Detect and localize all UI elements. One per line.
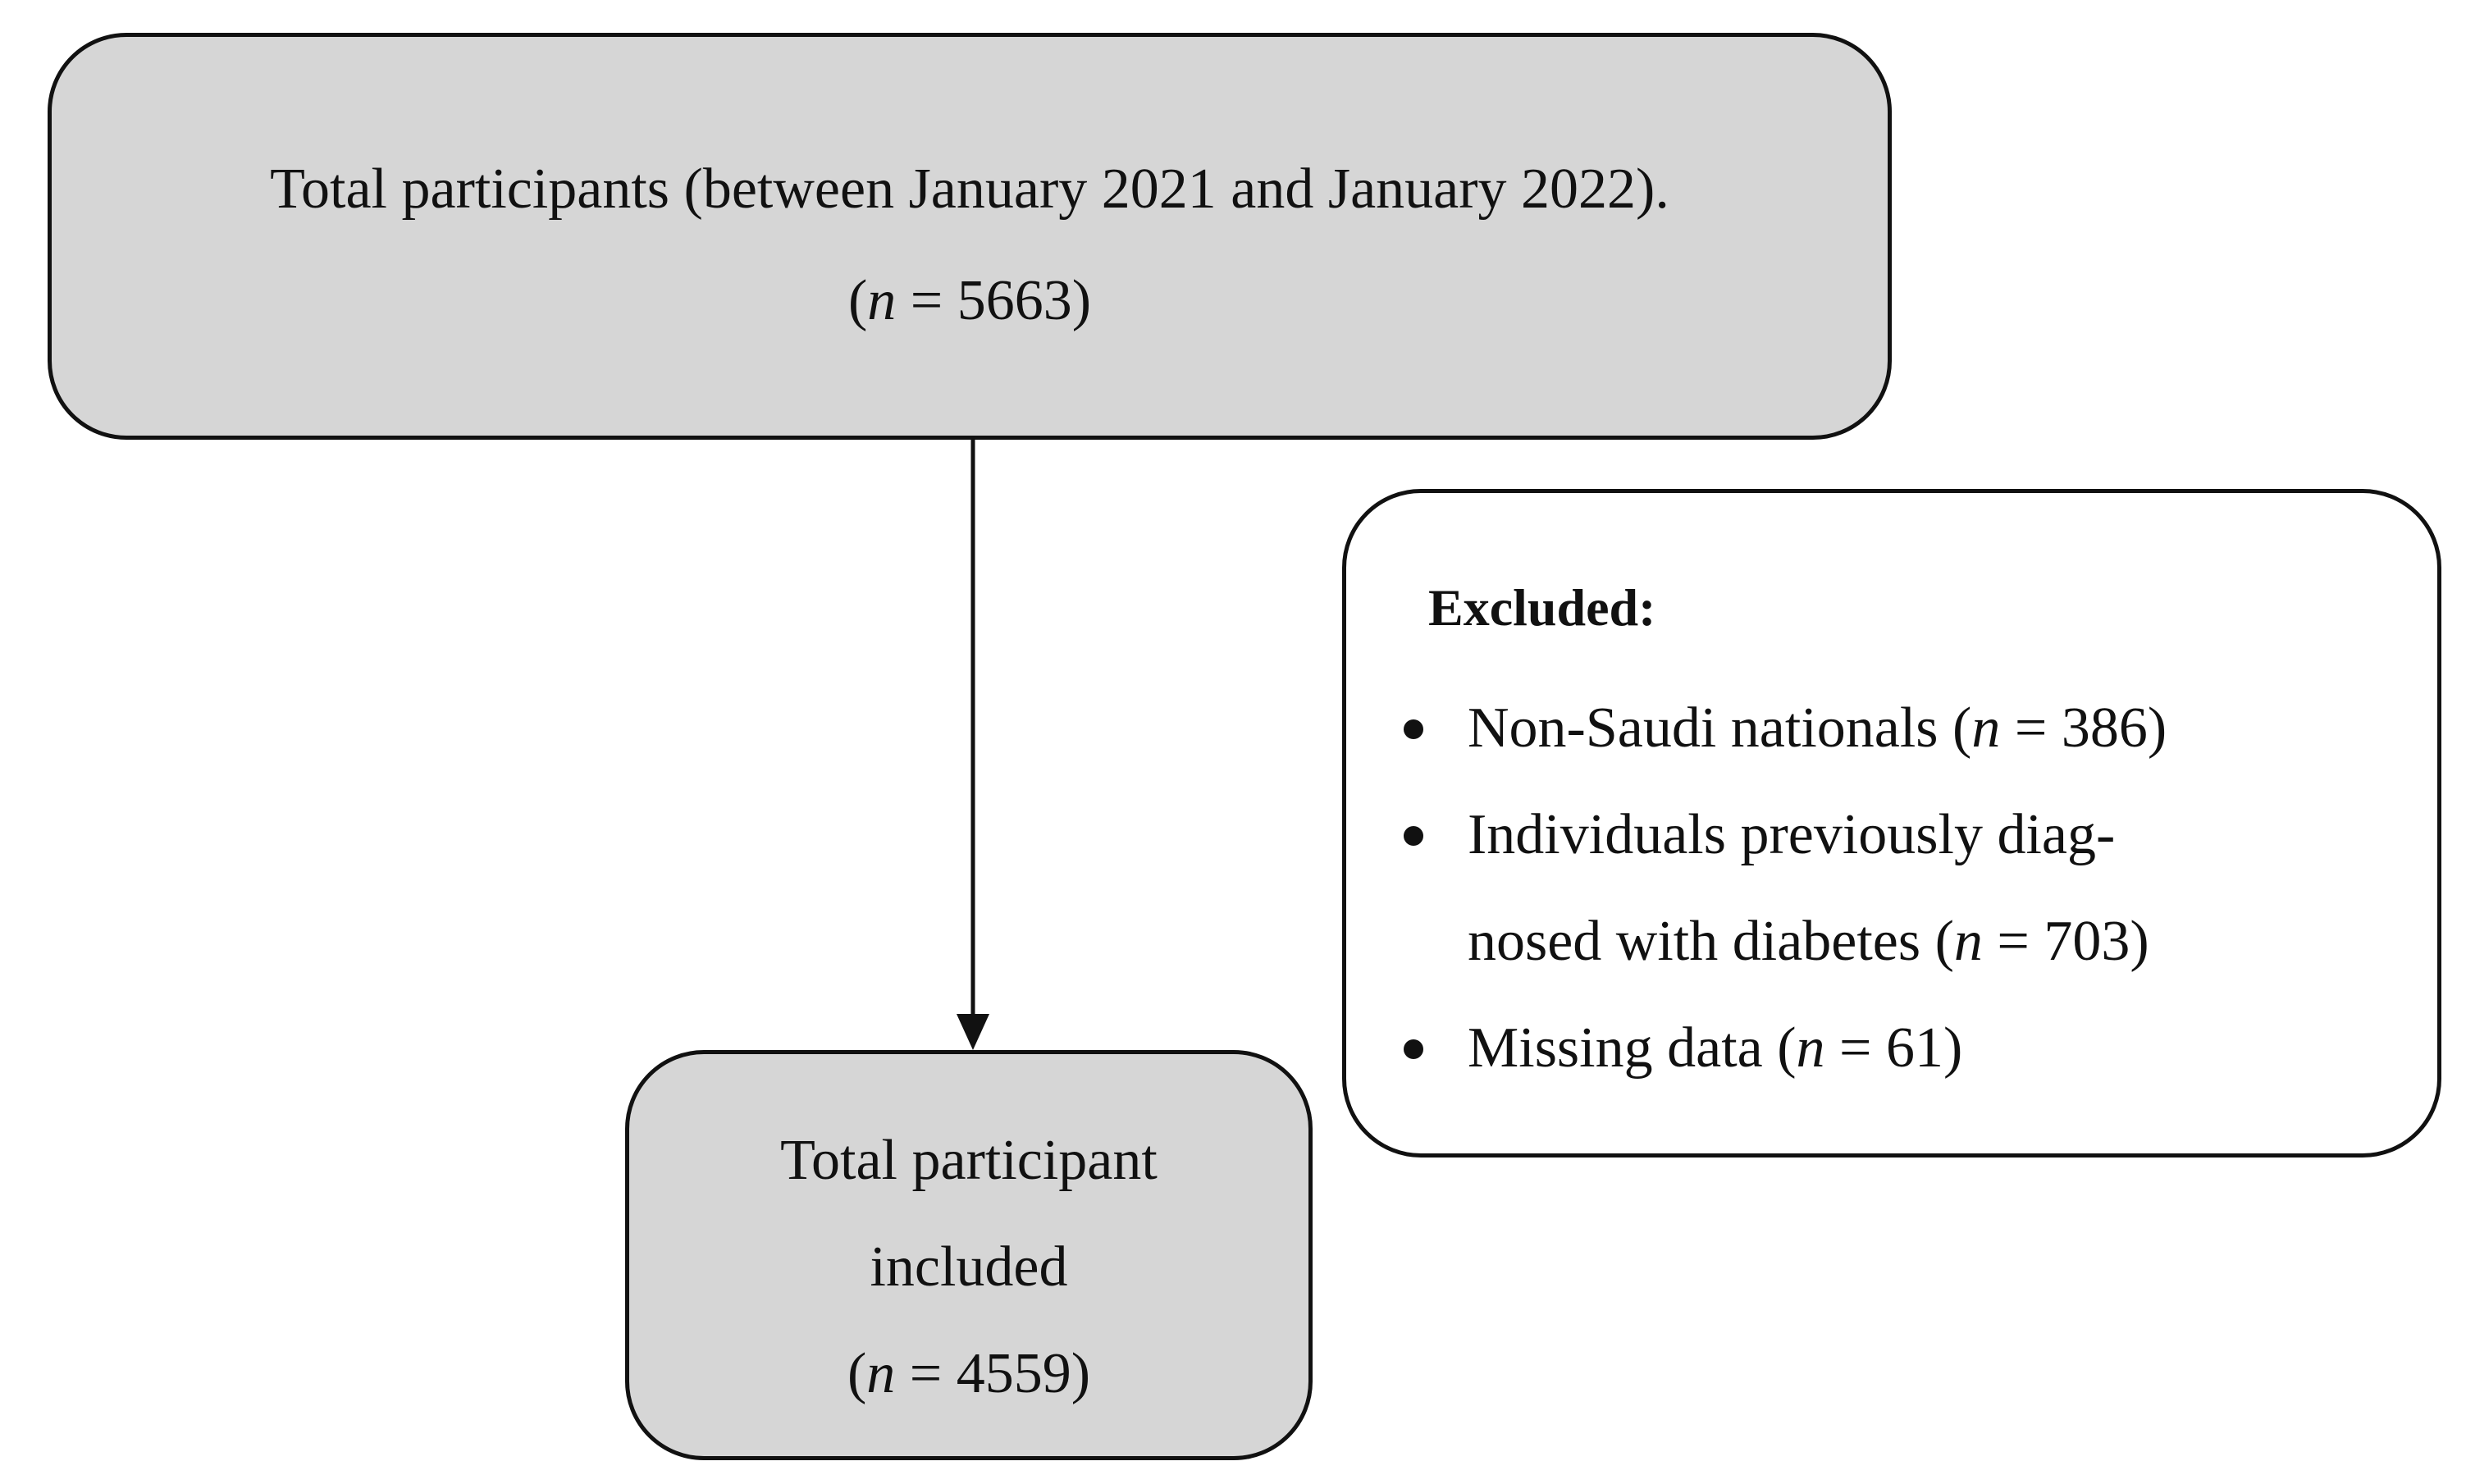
bullet-icon <box>1404 1039 1423 1059</box>
total-participants-box <box>48 33 1892 440</box>
excluded-box <box>1342 489 2441 1158</box>
included-participants-count: (n = 4559) <box>847 1342 1091 1405</box>
excluded-list <box>1404 675 2404 1102</box>
included-label-line-1: Total participant <box>780 1129 1158 1192</box>
included-label-line-2: included <box>870 1235 1068 1299</box>
excluded-heading: Excluded: <box>1428 578 1656 637</box>
excluded-item-non-saudi: Non-Saudi nationals (n = 386) <box>1404 675 2404 782</box>
bullet-icon <box>1404 719 1423 739</box>
total-participants-count: (n = 5663) <box>847 269 1092 332</box>
excluded-item-diabetes: Individuals previously diag- nosed with diabetes (n = 703) <box>1404 782 2404 995</box>
excluded-item-missing-data: Missing data (n = 61) <box>1404 995 2404 1102</box>
total-participants-label: Total participants (between January 2021 and January 2022). <box>270 158 1669 221</box>
included-participants-box <box>625 1050 1313 1460</box>
bullet-icon <box>1404 826 1423 846</box>
